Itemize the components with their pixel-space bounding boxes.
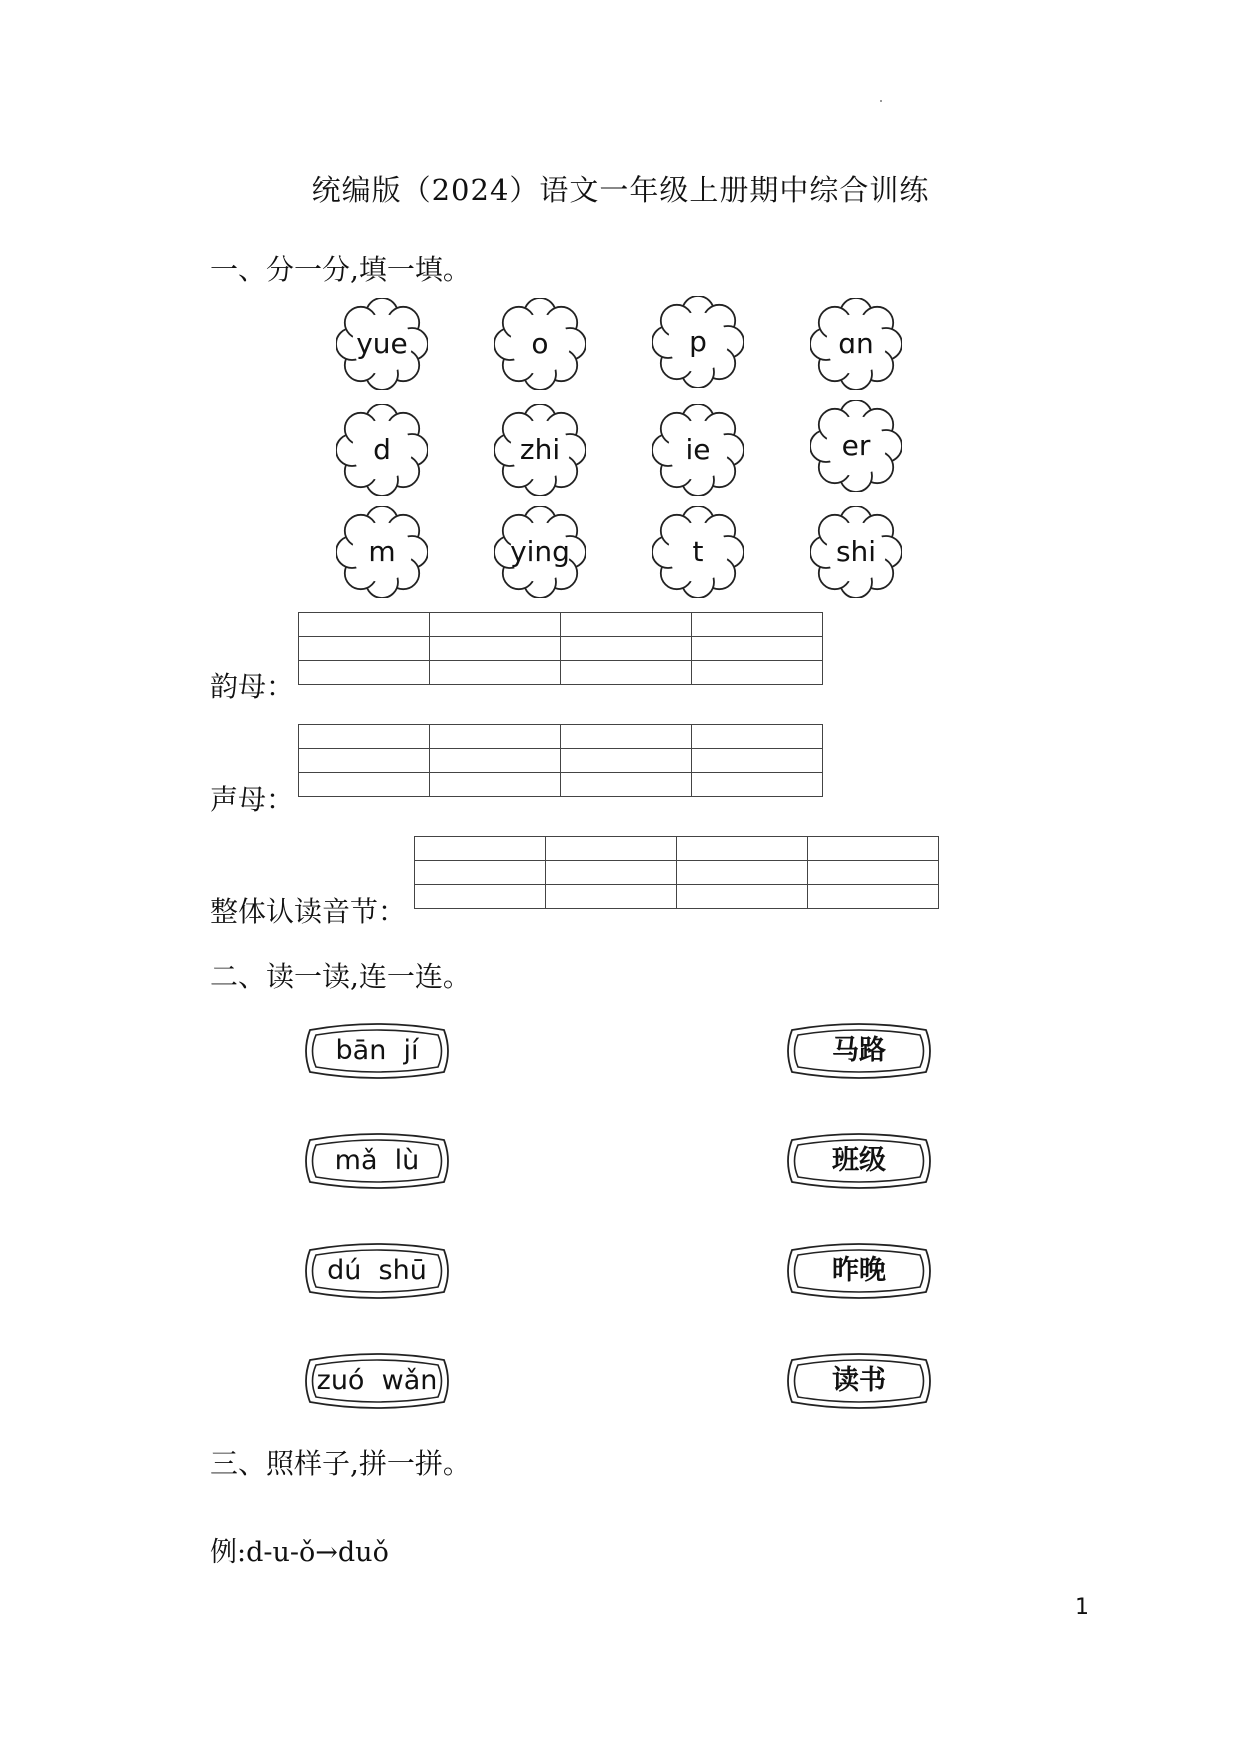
flower-syllable: m — [368, 535, 396, 568]
pinyin-text: bān jí — [335, 1035, 419, 1066]
yunmu-label: 韵母： — [210, 670, 295, 703]
flower-syllable: yue — [356, 327, 408, 360]
yunmu-grid[interactable] — [298, 612, 823, 685]
flower-card — [336, 404, 428, 496]
flower-card — [810, 400, 902, 492]
flower-syllable: er — [841, 429, 871, 462]
flower-card — [652, 506, 744, 598]
flower-card — [652, 296, 744, 388]
word-badge[interactable] — [782, 1350, 936, 1412]
flower-card — [652, 404, 744, 496]
flower-syllable: o — [531, 327, 549, 360]
section1-heading: 一、分一分,填一填。 — [210, 253, 471, 286]
pinyin-text: zuó wǎn — [316, 1365, 438, 1396]
pinyin-badge[interactable] — [300, 1350, 454, 1412]
section3-heading: 三、照样子,拼一拼。 — [210, 1447, 471, 1480]
flower-card — [494, 298, 586, 390]
flower-syllable: zhi — [519, 433, 561, 466]
flower-card — [494, 404, 586, 496]
page-title: 统编版（2024）语文一年级上册期中综合训练 — [311, 173, 930, 207]
flower-card — [336, 298, 428, 390]
stray-dot — [880, 100, 882, 102]
word-badge[interactable] — [782, 1130, 936, 1192]
flower-card — [336, 506, 428, 598]
flower-syllable: d — [373, 433, 391, 466]
pinyin-badge[interactable] — [300, 1020, 454, 1082]
flower-card — [810, 506, 902, 598]
page-number: 1 — [1075, 1595, 1089, 1620]
example-line: 例:d-u-ǒ→duǒ — [210, 1537, 389, 1568]
flower-syllable: t — [692, 535, 704, 568]
pinyin-badge[interactable] — [300, 1240, 454, 1302]
pinyin-badge[interactable] — [300, 1130, 454, 1192]
pinyin-text: dú shū — [327, 1255, 427, 1286]
section2-heading: 二、读一读,连一连。 — [210, 960, 471, 993]
word-text: 昨晚 — [832, 1255, 886, 1286]
word-text: 班级 — [832, 1145, 886, 1176]
word-text: 马路 — [832, 1035, 886, 1066]
word-badge[interactable] — [782, 1240, 936, 1302]
word-text: 读书 — [832, 1365, 886, 1396]
flower-syllable: ying — [510, 535, 570, 568]
flower-syllable: p — [689, 325, 707, 358]
flower-card — [810, 298, 902, 390]
flower-card — [494, 506, 586, 598]
zhengti-label: 整体认读音节： — [210, 895, 407, 928]
flower-syllable: shi — [835, 535, 877, 568]
flower-syllable: ɑn — [838, 327, 874, 360]
pinyin-text: mǎ lù — [334, 1145, 420, 1176]
zhengti-grid[interactable] — [414, 836, 939, 909]
shengmu-grid[interactable] — [298, 724, 823, 797]
word-badge[interactable] — [782, 1020, 936, 1082]
shengmu-label: 声母： — [210, 783, 295, 816]
flower-syllable: ie — [685, 433, 711, 466]
